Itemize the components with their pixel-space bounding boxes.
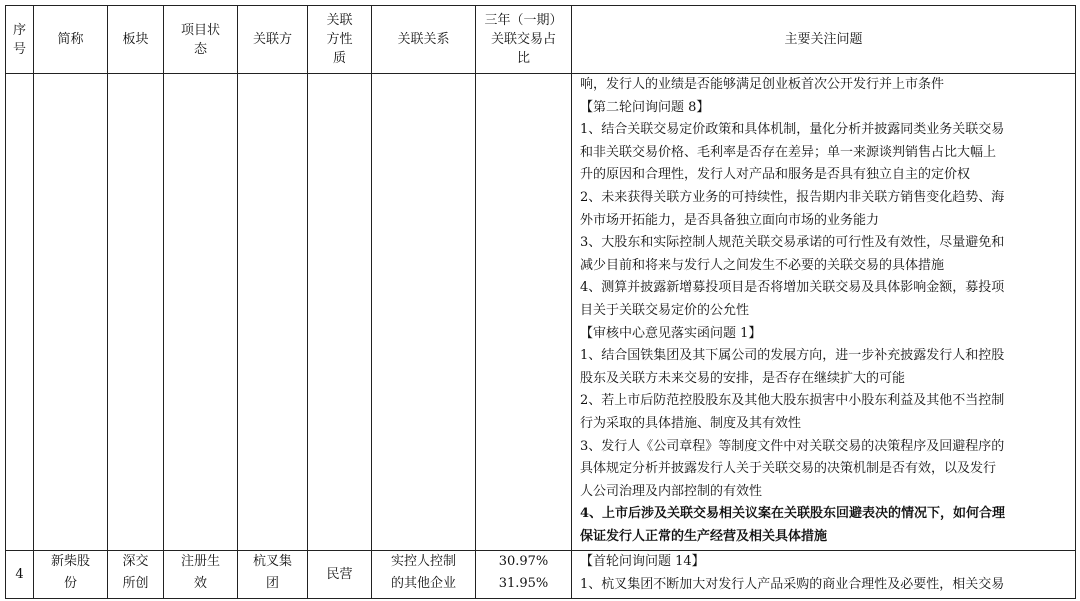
header-status: 项目状 态 <box>164 6 238 74</box>
cell-empty <box>308 74 372 551</box>
concern-line: 2、未来获得关联方业务的可持续性，报告期内非关联方销售变化趋势、海 <box>580 189 1005 205</box>
header-board: 板块 <box>108 6 164 74</box>
cell-empty <box>6 74 34 551</box>
concern-line: 4、上市后涉及关联交易相关议案在关联股东回避表决的情况下，如何合理 <box>580 506 1006 522</box>
related-transactions-table <box>5 5 1076 599</box>
header-relation: 关联关系 <box>372 6 476 74</box>
concerns-cell <box>572 551 1076 599</box>
concern-line: 行为采取的具体措施、制度及其有效性 <box>580 415 802 431</box>
relationship: 实控人控制 的其他企业 <box>372 551 476 599</box>
concern-line: 【首轮问询问题 14】 <box>580 554 705 569</box>
header-abbr: 简称 <box>34 6 108 74</box>
cell-empty <box>164 74 238 551</box>
table-row-4 <box>6 551 1076 599</box>
header-party: 关联方 <box>238 6 308 74</box>
concern-line: 目关于关联交易定价的公允性 <box>580 302 750 318</box>
concern-line: 2、若上市后防范控股股东及其他大股东损害中小股东利益及其他不当控制 <box>580 393 1005 409</box>
ratio-value: 31.95% <box>498 576 549 591</box>
related-party: 杭叉集 团 <box>238 551 308 599</box>
concern-line: 升的原因和合理性，发行人对产品和服务是否具有独立自主的定价权 <box>580 167 971 183</box>
table-row-continued <box>6 74 1076 551</box>
header-no: 序 号 <box>6 6 34 74</box>
transaction-ratio <box>476 551 572 599</box>
concern-line: 减少目前和将来与发行人之间发生不必要的关联交易的具体措施 <box>580 257 945 273</box>
concern-line: 【第二轮问询问题 8】 <box>580 99 710 115</box>
concern-line: 1、杭叉集团不断加大对发行人产品采购的商业合理性及必要性，相关交易 <box>580 576 1005 592</box>
concern-line: 4、测算并披露新增募投项目是否将增加关联交易及具体影响金额，募投项 <box>580 280 1005 296</box>
concern-line: 和非关联交易价格、毛利率是否存在差异；单一来源谈判销售占比大幅上 <box>580 144 997 160</box>
row-number: 4 <box>6 551 34 599</box>
project-status: 注册生 效 <box>164 551 238 599</box>
concern-line: 1、结合关联交易定价政策和具体机制，量化分析并披露同类业务关联交易 <box>580 122 1005 138</box>
board-name: 深交 所创 <box>108 551 164 599</box>
header-ratio: 三年（一期） 关联交易占 比 <box>476 6 572 74</box>
concerns-cell <box>572 74 1076 551</box>
concern-line: 3、发行人《公司章程》等制度文件中对关联交易的决策程序及回避程序的 <box>580 438 1005 454</box>
concern-line: 1、结合国铁集团及其下属公司的发展方向，进一步补充披露发行人和控股 <box>580 348 1005 364</box>
concern-line: 【审核中心意见落实函问题 1】 <box>580 325 762 341</box>
concern-line: 人公司治理及内部控制的有效性 <box>580 483 763 499</box>
concern-line: 响，发行人的业绩是否能够满足创业板首次公开发行并上市条件 <box>580 77 945 92</box>
cell-empty <box>34 74 108 551</box>
header-nature: 关联 方性 质 <box>308 6 372 74</box>
concern-line: 外市场开拓能力，是否具备独立面向市场的业务能力 <box>580 212 880 228</box>
company-abbr: 新柴股 份 <box>34 551 108 599</box>
cell-empty <box>476 74 572 551</box>
concern-line: 具体规定分析并披露发行人关于关联交易的决策机制是否有效，以及发行 <box>580 461 997 477</box>
concern-line: 股东及关联方未来交易的安排，是否存在继续扩大的可能 <box>580 370 906 386</box>
concern-line: 3、大股东和实际控制人规范关联交易承诺的可行性及有效性，尽量避免和 <box>580 235 1005 251</box>
cell-empty <box>238 74 308 551</box>
cell-empty <box>108 74 164 551</box>
header-concerns: 主要关注问题 <box>572 6 1076 74</box>
concern-line: 保证发行人正常的生产经营及相关具体措施 <box>580 528 828 544</box>
party-nature: 民营 <box>308 551 372 599</box>
cell-empty <box>372 74 476 551</box>
header-row <box>6 6 1076 74</box>
ratio-value: 30.97% <box>498 554 549 569</box>
